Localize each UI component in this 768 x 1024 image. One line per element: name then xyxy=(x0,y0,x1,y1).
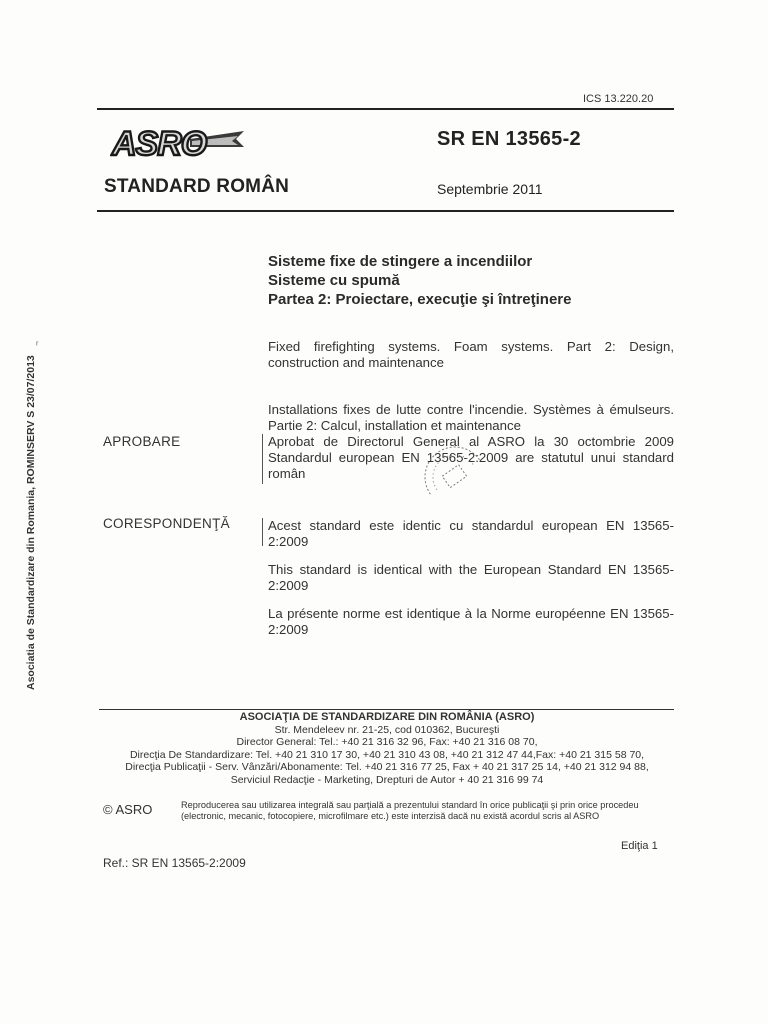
approval-stamp xyxy=(415,437,495,522)
footer-org: ASOCIAŢIA DE STANDARDIZARE DIN ROMÂNIA (ASRO) xyxy=(239,711,535,723)
title-line-3: Partea 2: Proiectare, execuţie şi întreţinere xyxy=(268,291,572,308)
footer-director: Director General: Tel.: +40 21 316 32 96, Fax: +40 21 316 08 70, xyxy=(236,736,538,749)
title-english: Fixed firefighting systems. Foam systems. Part 2: Design, construction and maintenance xyxy=(268,339,674,370)
ics-code: ICS 13.220.20 xyxy=(583,93,654,105)
reference: Ref.: SR EN 13565-2:2009 xyxy=(103,856,246,870)
title-line-2: Sisteme cu spumă xyxy=(268,272,400,289)
title-block xyxy=(268,252,571,309)
corespondenta-fr: La présente norme est identique à la Norme européenne EN 13565-2:2009 xyxy=(268,606,674,637)
title-french: Installations fixes de lutte contre l'incendie. Systèmes à émulseurs. Partie 2: Calcul, installation et maintenance xyxy=(268,402,674,433)
corespondenta-bar xyxy=(262,518,263,546)
footer-standardizare: Direcţia De Standardizare: Tel. +40 21 310 17 30, +40 21 310 43 08, +40 21 312 47 44,Fax: +40 21 315 58 70, xyxy=(129,748,645,761)
reproduction-notice: Reproducerea sau utilizarea integrală sau parţială a prezentului standard în orice publicaţii şi prin orice procedeu (electronic, mecanic, fotocopiere, microfilmare etc.) este interzisă dacă nu există acordul scris al ASRO xyxy=(181,800,639,821)
corespondenta-ro xyxy=(268,518,674,550)
corespondenta-ro-text: Acest standard este identic cu standardul european EN 13565-2:2009 xyxy=(268,518,674,549)
copyright: © ASRO xyxy=(103,802,153,817)
footer-block xyxy=(97,711,677,787)
aprobare-label: APROBARE xyxy=(103,434,181,449)
asro-logo xyxy=(110,117,250,174)
corespondenta-label: CORESPONDENŢĂ xyxy=(103,516,230,531)
standard-code: SR EN 13565-2 xyxy=(437,128,581,150)
aprobare-bar xyxy=(262,434,263,484)
svg-text:ASRO: ASRO xyxy=(112,125,207,163)
vertical-watermark: Asociatia de Standardizare din Romania, ROMINSERV S 23/07/2013 xyxy=(25,355,37,690)
standard-type: STANDARD ROMÂN xyxy=(104,176,290,197)
corespondenta-en: This standard is identical with the European Standard EN 13565-2:2009 xyxy=(268,562,674,593)
edition: Ediţia 1 xyxy=(621,840,658,852)
header-rule xyxy=(97,210,674,212)
footer-publicatii: Direcţia Publicaţii - Serv. Vânzări/Abonamente: Tel. +40 21 316 77 25, Fax + 40 21 317 25 14, +40 21 312 94 88, xyxy=(125,761,649,774)
aprobare-content: Aprobat de Directorul General al ASRO la 30 octombrie 2009 Standardul european EN 13565-2:2009 are statutul unui standard român xyxy=(268,434,674,481)
publication-date: Septembrie 2011 xyxy=(437,181,543,197)
top-rule xyxy=(97,108,674,110)
footer-rule xyxy=(99,709,674,710)
title-line-1: Sisteme fixe de stingere a incendiilor xyxy=(268,253,533,270)
footer-redactie: Serviciul Redacţie - Marketing, Drepturi de Autor + 40 21 316 99 74 xyxy=(230,773,544,786)
margin-mark: ʳ xyxy=(36,340,39,351)
footer-address: Str. Mendeleev nr. 21-25, cod 010362, Bucureşti xyxy=(274,723,500,736)
